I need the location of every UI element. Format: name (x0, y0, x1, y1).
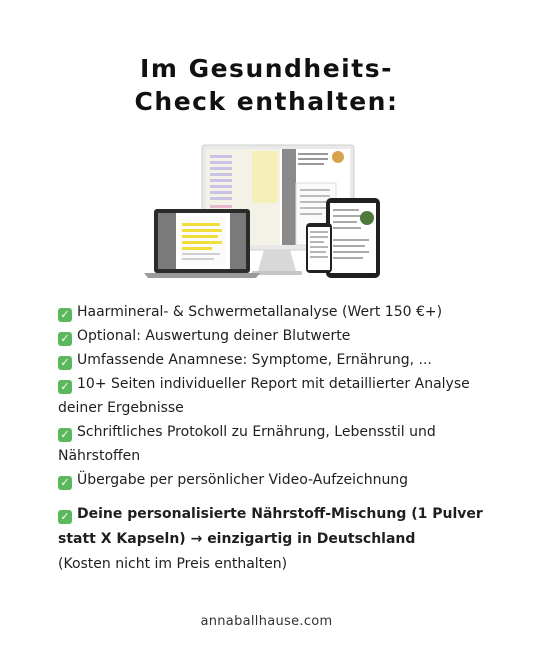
list-item-text: Optional: Auswertung deiner Blutwerte (77, 328, 351, 344)
check-mark-icon: ✓ (58, 308, 72, 322)
highlight-item (58, 502, 498, 552)
title-line-1: Im Gesundheits- (140, 54, 393, 83)
cost-note: (Kosten nicht im Preis enthalten) (58, 556, 288, 572)
check-mark-icon: ✓ (58, 356, 72, 370)
list-item (58, 300, 498, 324)
list-item (58, 468, 498, 492)
phone-mockup (306, 223, 332, 273)
check-mark-icon: ✓ (58, 332, 72, 346)
list-item-text: Haarmineral- & Schwermetallanalyse (Wert 150 €+) (77, 304, 443, 320)
highlight-text: Deine personalisierte Nährstoff-Mischung (1 Pulver statt X Kapseln) → einzigartig in Deutschland (58, 506, 483, 547)
check-mark-icon: ✓ (58, 380, 72, 394)
list-item-text: Schriftliches Protokoll zu Ernährung, Lebensstil und Nährstoffen (58, 424, 436, 464)
check-mark-icon: ✓ (58, 476, 72, 490)
laptop-mockup (144, 209, 260, 278)
title-line-2: Check enthalten: (134, 87, 399, 116)
list-item (58, 372, 498, 420)
device-mockup-image (140, 143, 400, 283)
list-item-text: 10+ Seiten individueller Report mit detaillierter Analyse deiner Ergebnisse (58, 376, 470, 416)
tablet-mockup (326, 198, 380, 278)
list-item (58, 420, 498, 468)
page-title (0, 52, 533, 118)
check-mark-icon: ✓ (58, 428, 72, 442)
list-item-text: Übergabe per persönlicher Video-Aufzeichnung (77, 472, 409, 488)
list-item-text: Umfassende Anamnese: Symptome, Ernährung, ... (77, 352, 432, 368)
website-url: annaballhause.com (200, 614, 333, 629)
check-mark-icon: ✓ (58, 510, 72, 524)
list-item (58, 324, 498, 348)
list-item (58, 348, 498, 372)
feature-list (58, 300, 498, 576)
